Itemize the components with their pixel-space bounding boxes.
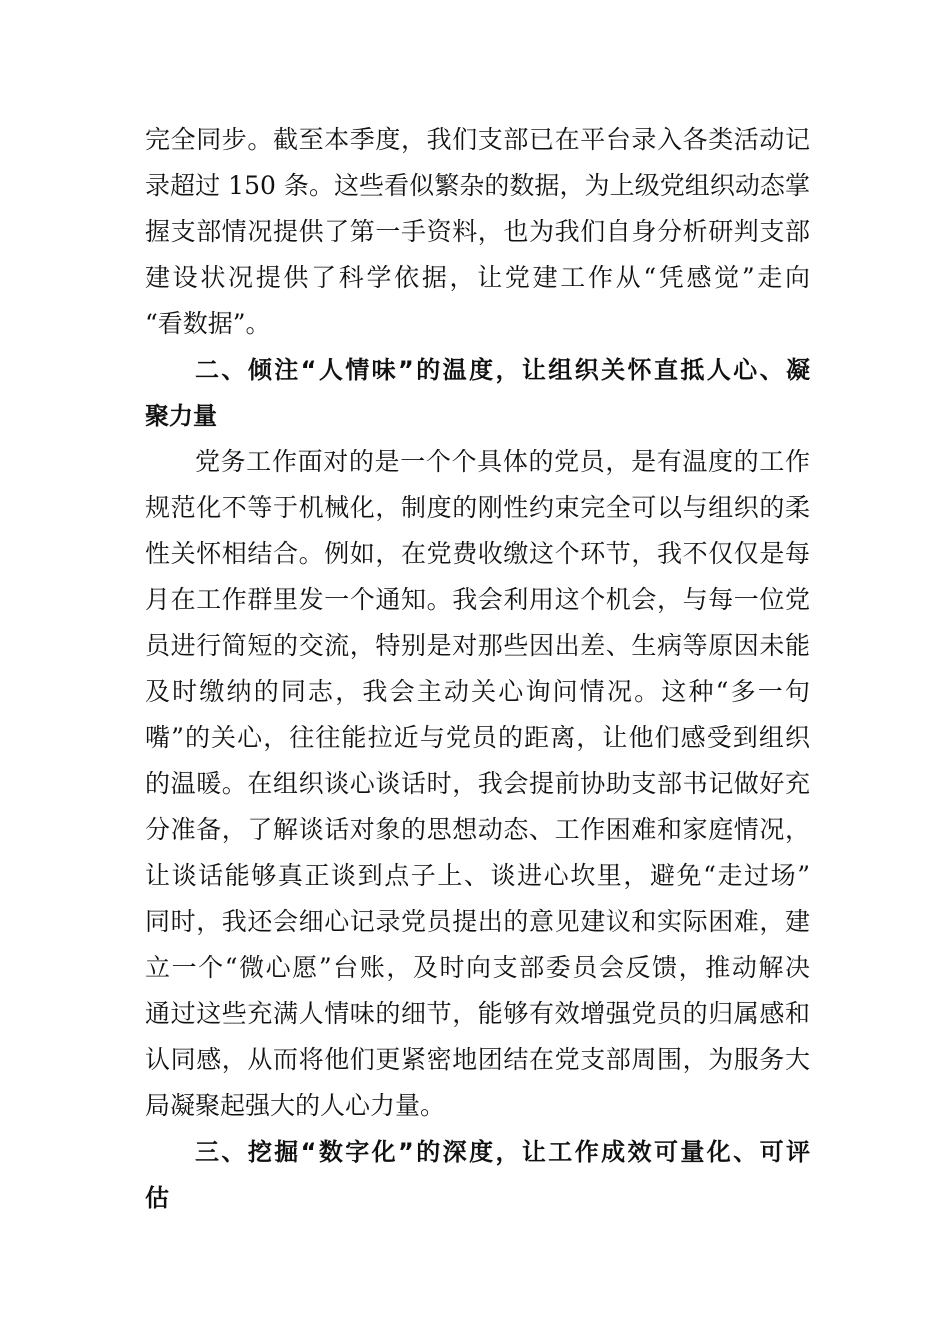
body-line: 分准备，了解谈话对象的思想动态、工作困难和家庭情况，	[145, 815, 810, 844]
section-heading: 二、倾注“人情味”的温度，让组织关怀直抵人心、凝	[195, 356, 810, 384]
body-line: 及时缴纳的同志，我会主动关心询问情况。这种“多一句	[145, 677, 810, 706]
body-line: “看数据”。	[145, 309, 271, 338]
body-line: 月在工作群里发一个通知。我会利用这个机会，与每一位党	[145, 585, 810, 614]
section-heading: 聚力量	[145, 402, 217, 430]
section-heading: 三、挖掘“数字化”的深度，让工作成效可量化、可评	[195, 1138, 810, 1166]
body-line: 认同感，从而将他们更紧密地团结在党支部周围，为服务大	[145, 1045, 810, 1074]
body-line: 的温暖。在组织谈心谈话时，我会提前协助支部书记做好充	[145, 769, 810, 798]
body-line: 局凝聚起强大的人心力量。	[145, 1091, 446, 1120]
body-line: 同时，我还会细心记录党员提出的意见建议和实际困难，建	[145, 907, 810, 936]
body-line: 规范化不等于机械化，制度的刚性约束完全可以与组织的柔	[145, 493, 810, 522]
body-line: 员进行简短的交流，特别是对那些因出差、生病等原因未能	[145, 631, 810, 660]
body-line: 立一个“微心愿”台账，及时向支部委员会反馈，推动解决	[145, 953, 810, 982]
body-line: 建设状况提供了科学依据，让党建工作从“凭感觉”走向	[145, 263, 810, 292]
body-line: 让谈话能够真正谈到点子上、谈进心坎里，避免“走过场”	[145, 861, 810, 890]
body-line: 完全同步。截至本季度，我们支部已在平台录入各类活动记	[145, 125, 810, 154]
body-line: 党务工作面对的是一个个具体的党员，是有温度的工作	[195, 447, 810, 476]
body-line: 通过这些充满人情味的细节，能够有效增强党员的归属感和	[145, 999, 810, 1028]
body-line: 嘴”的关心，往往能拉近与党员的距离，让他们感受到组织	[145, 723, 810, 752]
body-line: 性关怀相结合。例如，在党费收缴这个环节，我不仅仅是每	[145, 539, 810, 568]
body-line: 握支部情况提供了第一手资料，也为我们自身分析研判支部	[145, 217, 810, 246]
body-line: 录超过 150 条。这些看似繁杂的数据，为上级党组织动态掌	[145, 171, 810, 200]
section-heading: 估	[145, 1184, 169, 1212]
